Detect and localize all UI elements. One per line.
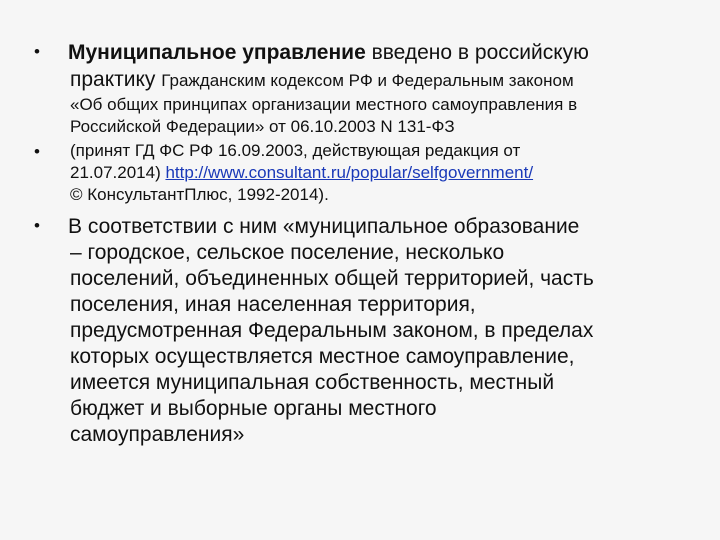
- term-bold: Муниципальное управление: [68, 41, 366, 64]
- bullet-marker: •: [34, 142, 40, 161]
- paragraph-line: В соответствии с ним «муниципальное образование: [68, 215, 580, 238]
- consultant-link[interactable]: http://www.consultant.ru/popular/selfgovernment/: [165, 163, 534, 182]
- text-span: введено в российскую: [365, 41, 589, 64]
- text-span: практику: [70, 68, 162, 91]
- text-span: Гражданским кодексом РФ и Федеральным законом: [161, 71, 574, 90]
- bullet-marker: •: [34, 42, 40, 61]
- paragraph-line: предусмотренная Федеральным законом, в пределах: [70, 319, 594, 342]
- paragraph-line: поселений, объединенных общей территорией, часть: [70, 267, 594, 290]
- paragraph-line: имеется муниципальная собственность, местный: [70, 371, 555, 394]
- paragraph-line: самоуправления»: [70, 423, 245, 446]
- paragraph-line: «Об общих принципах организации местного самоуправления в: [70, 95, 578, 114]
- text-span: 21.07.2014): [70, 163, 166, 182]
- paragraph-line: бюджет и выборные органы местного: [70, 397, 437, 420]
- paragraph-line: (принят ГД ФС РФ 16.09.2003, действующая редакция от: [70, 141, 521, 160]
- paragraph-line: – городское, сельское поселение, несколько: [70, 241, 505, 264]
- paragraph-line: [70, 67, 574, 93]
- paragraph-line: © КонсультантПлюс, 1992-2014).: [70, 185, 329, 204]
- paragraph-line: [68, 40, 589, 66]
- bullet-marker: •: [34, 216, 40, 235]
- paragraph-line: Российской Федерации» от 06.10.2003 N 131-ФЗ: [70, 117, 455, 136]
- paragraph-line: [70, 162, 533, 184]
- paragraph-line: которых осуществляется местное самоуправление,: [70, 345, 575, 368]
- paragraph-line: поселения, иная населенная территория,: [70, 293, 476, 316]
